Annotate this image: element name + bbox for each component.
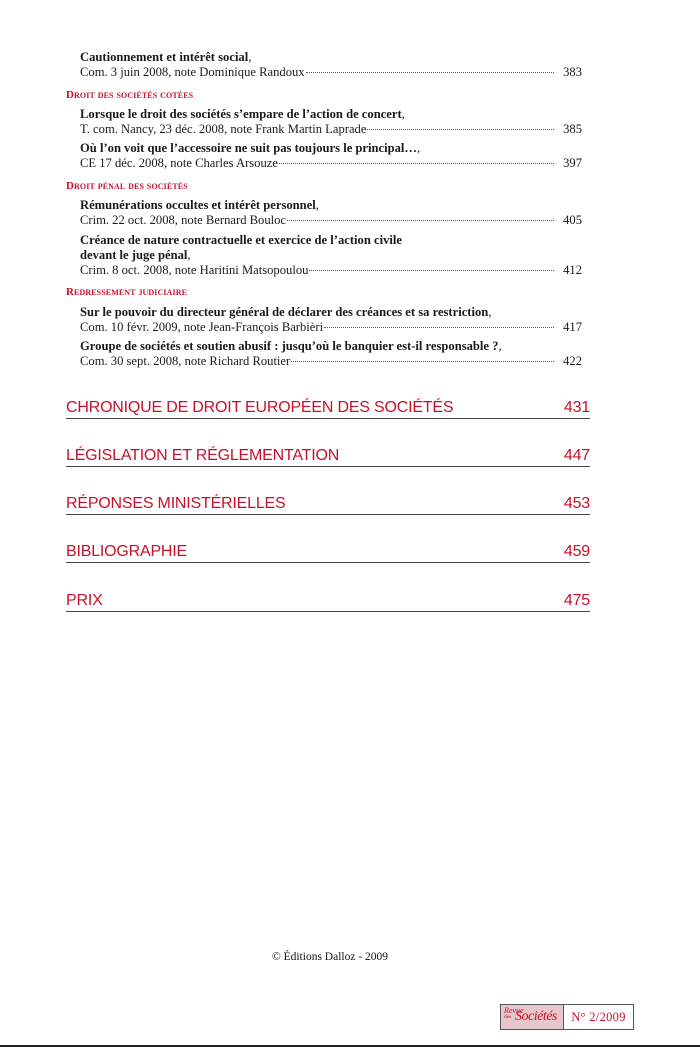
comma: , [401,107,405,121]
entry-title [80,305,582,320]
toc-entry [80,107,582,137]
entry-reference-line [80,263,582,278]
toc-entry [80,50,582,80]
chapter-title: CHRONIQUE DE DROIT EUROPÉEN DES SOCIÉTÉS [66,399,454,416]
dot-leader [306,72,554,73]
entry-page-number: 405 [563,213,582,227]
entry-title-text: Lorsque le droit des sociétés s’empare de l’action de concert [80,107,402,121]
dot-leader [367,129,554,130]
chapter-page-number: 453 [563,495,590,512]
chapter-row[interactable] [66,444,590,467]
toc-entry [80,141,582,171]
chapter-row[interactable] [66,396,590,419]
dot-leader [279,163,554,164]
section-heading-redressement: Redressement judiciaire [66,286,188,298]
dot-leader [309,270,554,271]
comma: , [315,198,319,212]
entry-title-text: devant le juge pénal [80,248,188,262]
logo-text: Revue [504,1006,524,1015]
dot-leader [324,327,554,328]
comma: , [498,339,502,353]
entry-title-text: Où l’on voit que l’accessoire ne suit pas toujours le principal… [80,141,418,155]
entry-title [80,198,582,213]
chapter-row[interactable] [66,589,590,612]
entry-title-line1: Créance de nature contractuelle et exercice de l’action civile [80,233,402,247]
entry-title-text: Sur le pouvoir du directeur général de déclarer des créances et sa restriction [80,305,489,319]
entry-reference-line [80,122,582,137]
entry-reference: Com. 3 juin 2008, note Dominique Randoux [80,65,305,79]
copyright-footer: © Éditions Dalloz - 2009 [271,951,389,963]
chapter-title: RÉPONSES MINISTÉRIELLES [66,495,286,512]
comma: , [248,50,252,64]
chapter-row[interactable] [66,540,590,563]
entry-page-number: 422 [563,354,582,368]
chapter-row[interactable] [66,492,590,515]
journal-issue-badge [500,1004,634,1030]
logo-text: Sociétés [515,1009,557,1024]
entry-reference: Crim. 8 oct. 2008, note Haritini Matsopoulou [80,263,309,277]
entry-title [80,248,582,263]
entry-reference: T. com. Nancy, 23 déc. 2008, note Frank Martin Laprade [80,122,367,136]
entry-reference: Crim. 22 oct. 2008, note Bernard Bouloc [80,213,287,227]
issue-number: N° 2/2009 [571,1009,626,1024]
comma: , [187,248,191,262]
entry-title-text: Rémunérations occultes et intérêt personnel [80,198,316,212]
toc-entry [80,339,582,369]
entry-page-number: 412 [563,263,582,277]
entry-title-text: Cautionnement et intérêt social [80,50,249,64]
chapter-page-number: 475 [563,592,590,609]
entry-reference-line [80,354,582,369]
entry-title [80,339,582,354]
toc-entry [80,233,582,278]
entry-title-text: Groupe de sociétés et soutien abusif : jusqu’où le banquier est-il responsable ? [80,339,499,353]
entry-reference-line [80,65,582,80]
entry-title [80,50,582,65]
entry-reference: Com. 10 févr. 2009, note Jean-François Barbièri [80,320,324,334]
logo-text: des [504,1014,512,1020]
chapter-page-number: 447 [563,447,590,464]
chapter-title: PRIX [66,592,103,609]
entry-reference: Com. 30 sept. 2008, note Richard Routier [80,354,291,368]
chapter-title: LÉGISLATION ET RÉGLEMENTATION [66,447,340,464]
chapter-title: BIBLIOGRAPHIE [66,543,187,560]
entry-page-number: 385 [563,122,582,136]
entry-page-number: 397 [563,156,582,170]
toc-entry [80,198,582,228]
dot-leader [287,220,554,221]
entry-title [80,107,582,122]
chapter-page-number: 459 [563,543,590,560]
bottom-rule [0,1045,700,1047]
entry-reference-line [80,320,582,335]
dot-leader [291,361,554,362]
section-heading-cotees: Droit des sociétés cotées [66,89,194,101]
comma: , [488,305,492,319]
entry-page-number: 383 [563,65,582,79]
section-heading-penal: Droit pénal des sociétés [66,180,188,192]
entry-title [80,141,582,156]
chapter-page-number: 431 [563,399,590,416]
journal-logo [501,1005,564,1029]
entry-page-number: 417 [563,320,582,334]
entry-reference-line [80,156,582,171]
comma: , [417,141,421,155]
entry-reference-line [80,213,582,228]
toc-entry [80,305,582,335]
entry-reference: CE 17 déc. 2008, note Charles Arsouze [80,156,278,170]
